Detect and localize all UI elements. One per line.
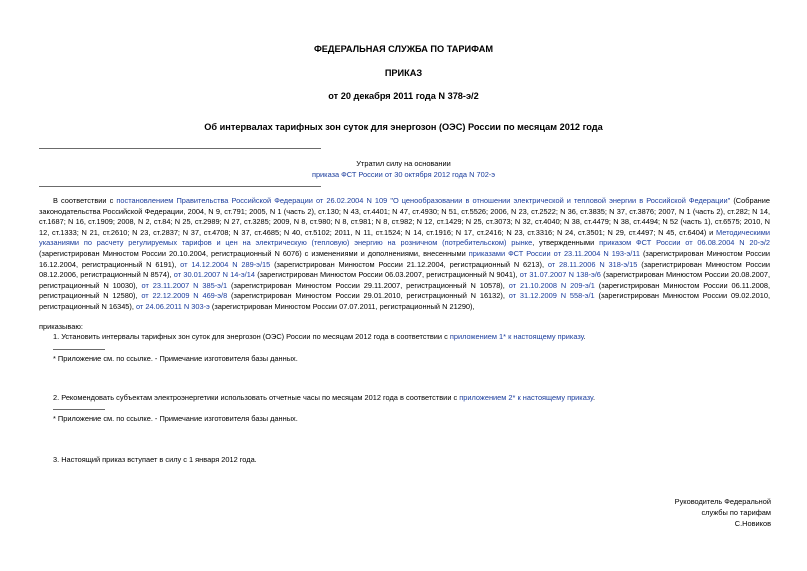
- preamble-text: (Собрание законодательства Российской Федерации, 2004, N 9, ст.791; 2005, N 1 (часть 2), ст.130; N 43, ст.4401; N 47, ст.4930; N 51, ст.5526; 2006, N 23, ст.2522; N 36, ст.3835; N 37, ст.3876; 2007, N 1 (часть 2), ст.282; N 14, ст.1687; N 16, ст.1909; 2008, N 2, ст.84; N 25, ст.2989; N 27, ст.3285; 2009, N 8, ст.980; N 8, ст.981; N 8, ст.982; N 12, ст.1429; N 25, ст.3073; N 32, ст.4040; N 38, ст.4479; N 38, ст.4494; N 52 (часть 1), ст.6575; 2010, N 12, ст.1333; N 21, ст.2610; N 23, ст.2837; N 37, ст.4708; N 37, ст.4685; N 40, ст.5102; 2011, N 11, ст.1524; N 14, ст.1916; N 17, ст.2416; N 23, ст.3316; N 24, ст.3501; N 29, ст.4497; N 45, ст.6404) и: [39, 196, 771, 237]
- document-type: ПРИКАЗ: [384, 68, 423, 78]
- preamble-link-order-138-e-6[interactable]: от 31.07.2007 N 138-э/6: [519, 270, 601, 280]
- preamble-link-order-469-e-8[interactable]: от 22.12.2009 N 469-э/8: [141, 291, 228, 301]
- footnote-2-divider: [53, 409, 105, 410]
- status-divider-bottom: [39, 186, 321, 187]
- preamble-link-order-385-e-1[interactable]: от 23.11.2007 N 385-э/1: [141, 280, 228, 290]
- preamble-text: (зарегистрирован Минюстом России 08.12.2006, регистрационный N 8574),: [39, 259, 770, 280]
- order-item-3: 3. Настоящий приказ вступает в силу с 1 января 2012 года.: [53, 455, 257, 464]
- preamble-link-order-193-e-11[interactable]: приказами ФСТ России от 23.11.2004 N 193-э/11: [468, 248, 640, 258]
- preamble-link-order-209-e-1[interactable]: от 21.10.2008 N 209-э/1: [508, 280, 595, 290]
- preamble-text: (зарегистрирован Минюстом России 09.02.2010, регистрационный N 16345),: [39, 291, 771, 311]
- preamble-link-order-14-e-14[interactable]: от 30.01.2007 N 14-э/14: [173, 270, 255, 280]
- status-note-label: Утратил силу на основании: [356, 159, 451, 168]
- footnote-2: * Приложение см. по ссылке. - Примечание изготовителя базы данных.: [53, 414, 298, 423]
- preamble-paragraph: [39, 196, 770, 313]
- document-date-number: от 20 декабря 2011 года N 378-э/2: [328, 91, 479, 101]
- preamble-text: (зарегистрирован Минюстом России 29.01.2010, регистрационный N 16132),: [227, 291, 509, 301]
- preamble-text: (зарегистрирован Минюстом России 07.07.2011, регистрационный N 21290),: [209, 301, 475, 311]
- order-item-1-end: .: [583, 332, 586, 341]
- appendix-2-link[interactable]: приложением 2* к настоящему приказу: [459, 393, 593, 402]
- preamble-link-order-289-e-15[interactable]: от 14.12.2004 N 289-э/15: [180, 259, 271, 269]
- preamble-text: (зарегистрирован Минюстом России 20.08.2007, регистрационный N 10030),: [39, 270, 771, 290]
- order-word: приказываю:: [39, 322, 83, 331]
- appendix-1-link[interactable]: приложением 1* к настоящему приказу: [449, 332, 584, 341]
- order-item-1-text: 1. Установить интервалы тарифных зон суток для энергозон (ОЭС) России по месяцам 2012 года в соответствии с: [53, 332, 450, 341]
- signatory-name: С.Новиков: [734, 519, 771, 528]
- preamble-text: (зарегистрирован Минюстом России 06.03.2007, регистрационный N 9041),: [254, 270, 520, 280]
- order-item-1: [53, 332, 773, 343]
- status-note-link[interactable]: приказа ФСТ России от 30 октября 2012 года N 702-э: [311, 170, 496, 179]
- preamble-text: В соответствии с: [53, 196, 117, 205]
- footnote-1-divider: [53, 349, 105, 350]
- footnote-1: * Приложение см. по ссылке. - Примечание изготовителя базы данных.: [53, 354, 298, 363]
- document-title: Об интервалах тарифных зон суток для энергозон (ОЭС) России по месяцам 2012 года: [204, 122, 603, 132]
- preamble-text: (зарегистрирован Минюстом России 16.12.2004, регистрационный N 6191),: [39, 248, 770, 269]
- preamble-text: , утвержденными: [532, 238, 600, 248]
- order-item-2-text: 2. Рекомендовать субъектам электроэнергетики использовать отчетные часы по месяцам 2012 года в соответствии с: [53, 393, 460, 402]
- preamble-link-government-decree[interactable]: постановлением Правительства Российской Федерации от 26.02.2004 N 109 "О ценообразовании в отношении электрической и тепловой энергии в Российской Федерации": [116, 196, 731, 205]
- signature-position-line-1: Руководитель Федеральной: [674, 497, 771, 506]
- preamble-link-methodical-guidelines[interactable]: Методическими указаниями по расчету регулируемых тарифов и цен на электрическую (тепловую) энергию на розничном (потребительском) рынке: [39, 227, 770, 248]
- preamble-text: (зарегистрирован Минюстом России 29.11.2007, регистрационный N 10578),: [227, 280, 509, 290]
- preamble-text: (зарегистрирован Минюстом России 20.10.2004, регистрационный N 6076) с изменениями и дополнениями, внесенными: [39, 248, 469, 258]
- preamble-link-order-318-e-15[interactable]: от 28.11.2006 N 318-э/15: [547, 259, 638, 269]
- order-item-2-end: .: [593, 393, 596, 402]
- preamble-link-order-20-e-2[interactable]: приказом ФСТ России от 06.08.2004 N 20-э/2: [599, 238, 770, 248]
- status-divider-top: [39, 148, 321, 149]
- signature-position-line-2: службы по тарифам: [701, 508, 771, 517]
- order-item-2: [53, 393, 773, 404]
- agency-name: ФЕДЕРАЛЬНАЯ СЛУЖБА ПО ТАРИФАМ: [313, 44, 494, 54]
- preamble-link-order-303-e[interactable]: от 24.06.2011 N 303-э: [135, 301, 210, 311]
- preamble-text: (зарегистрирован Минюстом России 06.11.2008, регистрационный N 12580),: [39, 280, 771, 301]
- preamble-link-order-558-e-1[interactable]: от 31.12.2009 N 558-э/1: [508, 291, 595, 301]
- preamble-text: (зарегистрирован Минюстом России 21.12.2004, регистрационный N 6213),: [270, 259, 548, 269]
